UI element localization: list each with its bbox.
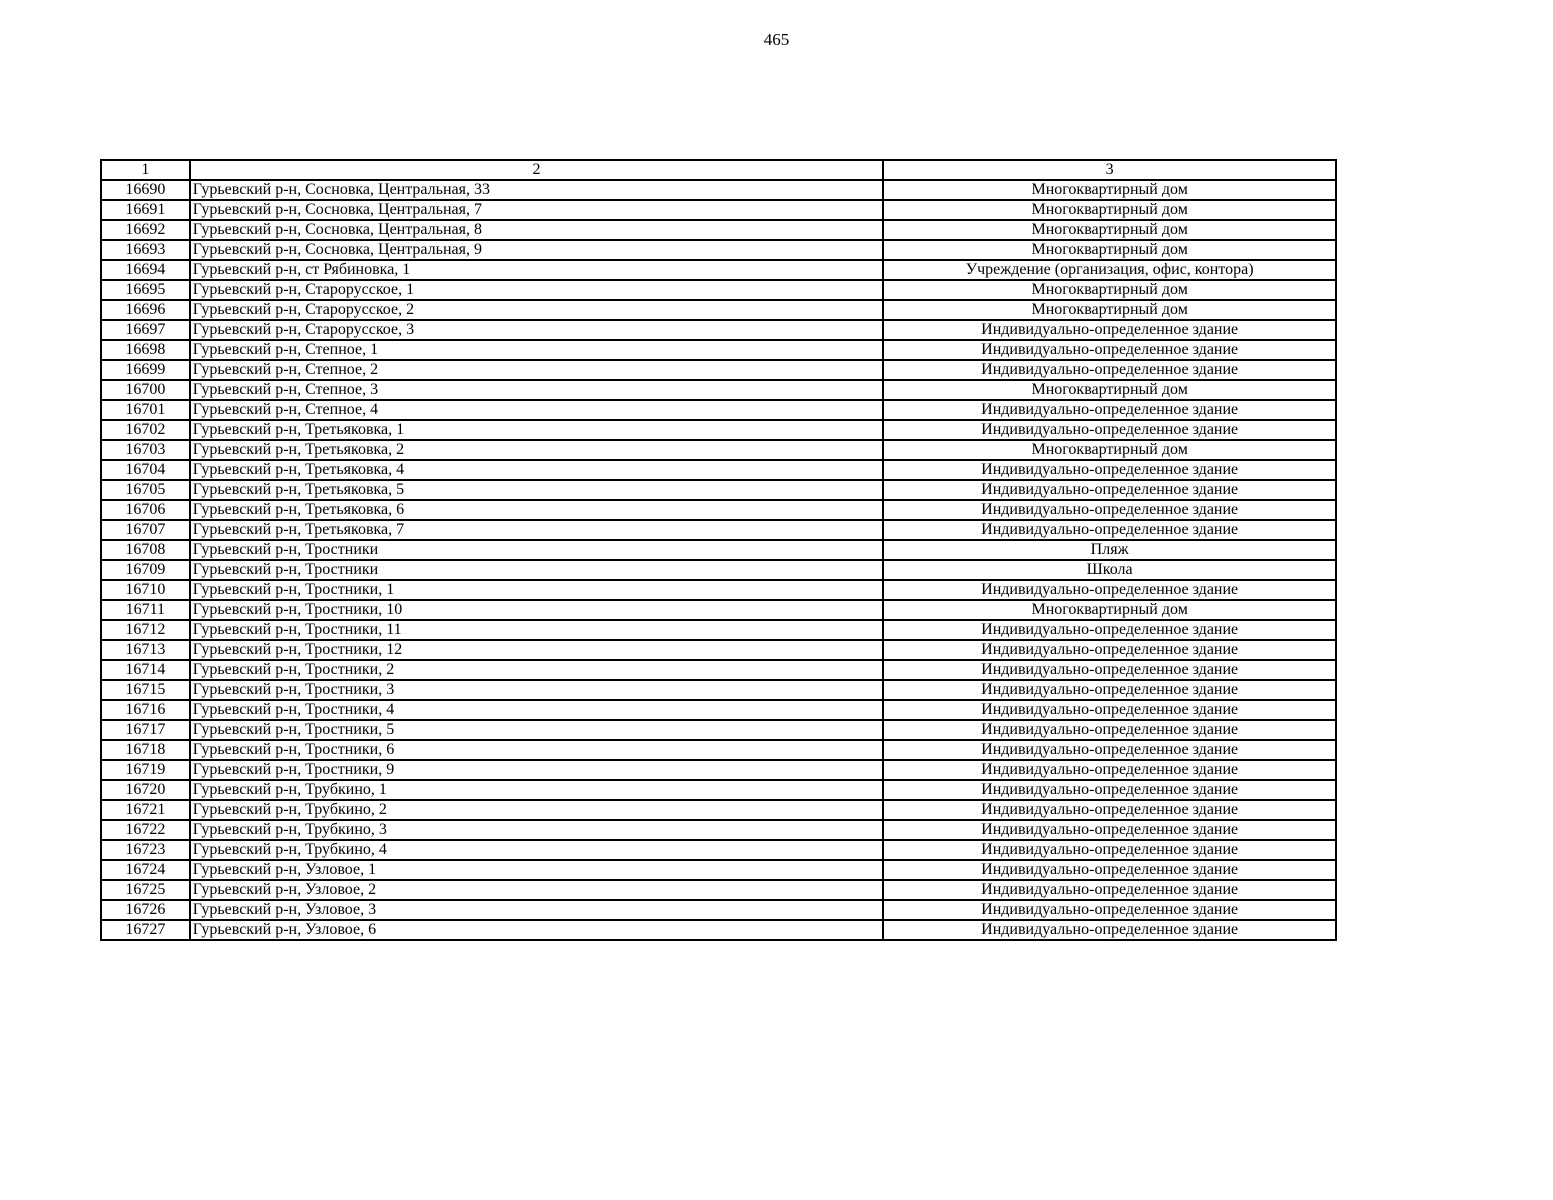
address-cell: Гурьевский р-н, Тростники, 12 (190, 640, 884, 660)
row-number-cell: 16707 (101, 520, 190, 540)
table-row (101, 760, 1336, 780)
row-number-cell: 16695 (101, 280, 190, 300)
table-row (101, 620, 1336, 640)
address-table (100, 159, 1337, 941)
row-number-cell: 16708 (101, 540, 190, 560)
row-number-cell: 16721 (101, 800, 190, 820)
row-number-cell: 16713 (101, 640, 190, 660)
building-type-cell: Индивидуально-определенное здание (883, 320, 1336, 340)
row-number-cell: 16717 (101, 720, 190, 740)
address-cell: Гурьевский р-н, Тростники (190, 540, 884, 560)
table-row (101, 680, 1336, 700)
building-type-cell: Индивидуально-определенное здание (883, 720, 1336, 740)
row-number-cell: 16724 (101, 860, 190, 880)
address-cell: Гурьевский р-н, Третьяковка, 2 (190, 440, 884, 460)
building-type-cell: Индивидуально-определенное здание (883, 620, 1336, 640)
building-type-cell: Индивидуально-определенное здание (883, 820, 1336, 840)
building-type-cell: Индивидуально-определенное здание (883, 480, 1336, 500)
row-number-cell: 16714 (101, 660, 190, 680)
building-type-cell: Многоквартирный дом (883, 240, 1336, 260)
table-row (101, 720, 1336, 740)
building-type-cell: Многоквартирный дом (883, 600, 1336, 620)
building-type-cell: Индивидуально-определенное здание (883, 460, 1336, 480)
address-cell: Гурьевский р-н, Трубкино, 4 (190, 840, 884, 860)
row-number-cell: 16698 (101, 340, 190, 360)
row-number-cell: 16690 (101, 180, 190, 200)
building-type-cell: Индивидуально-определенное здание (883, 520, 1336, 540)
row-number-cell: 16725 (101, 880, 190, 900)
row-number-cell: 16691 (101, 200, 190, 220)
building-type-cell: Индивидуально-определенное здание (883, 840, 1336, 860)
building-type-cell: Индивидуально-определенное здание (883, 900, 1336, 920)
header-cell-1: 1 (101, 160, 190, 180)
row-number-cell: 16711 (101, 600, 190, 620)
row-number-cell: 16710 (101, 580, 190, 600)
building-type-cell: Индивидуально-определенное здание (883, 580, 1336, 600)
building-type-cell: Многоквартирный дом (883, 220, 1336, 240)
address-cell: Гурьевский р-н, Тростники, 4 (190, 700, 884, 720)
row-number-cell: 16716 (101, 700, 190, 720)
address-cell: Гурьевский р-н, Третьяковка, 1 (190, 420, 884, 440)
building-type-cell: Многоквартирный дом (883, 180, 1336, 200)
table-row (101, 740, 1336, 760)
table-row (101, 600, 1336, 620)
table-row (101, 500, 1336, 520)
address-cell: Гурьевский р-н, Тростники, 11 (190, 620, 884, 640)
table-row (101, 480, 1336, 500)
table-row (101, 240, 1336, 260)
address-cell: Гурьевский р-н, Третьяковка, 5 (190, 480, 884, 500)
building-type-cell: Индивидуально-определенное здание (883, 740, 1336, 760)
table-row (101, 440, 1336, 460)
row-number-cell: 16706 (101, 500, 190, 520)
table-row (101, 420, 1336, 440)
address-cell: Гурьевский р-н, Степное, 1 (190, 340, 884, 360)
address-cell: Гурьевский р-н, Трубкино, 2 (190, 800, 884, 820)
row-number-cell: 16702 (101, 420, 190, 440)
row-number-cell: 16692 (101, 220, 190, 240)
address-cell: Гурьевский р-н, Сосновка, Центральная, 9 (190, 240, 884, 260)
address-cell: Гурьевский р-н, Третьяковка, 4 (190, 460, 884, 480)
row-number-cell: 16700 (101, 380, 190, 400)
building-type-cell: Индивидуально-определенное здание (883, 920, 1336, 940)
building-type-cell: Индивидуально-определенное здание (883, 860, 1336, 880)
table-row (101, 580, 1336, 600)
table-row (101, 800, 1336, 820)
table-body (101, 160, 1336, 940)
table-row (101, 300, 1336, 320)
row-number-cell: 16703 (101, 440, 190, 460)
table-row (101, 400, 1336, 420)
table-row (101, 780, 1336, 800)
address-cell: Гурьевский р-н, ст Рябиновка, 1 (190, 260, 884, 280)
row-number-cell: 16719 (101, 760, 190, 780)
table-row (101, 260, 1336, 280)
building-type-cell: Учреждение (организация, офис, контора) (883, 260, 1336, 280)
table-row (101, 880, 1336, 900)
address-cell: Гурьевский р-н, Тростники, 1 (190, 580, 884, 600)
address-cell: Гурьевский р-н, Сосновка, Центральная, 8 (190, 220, 884, 240)
table-row (101, 700, 1336, 720)
address-cell: Гурьевский р-н, Старорусское, 1 (190, 280, 884, 300)
address-cell: Гурьевский р-н, Третьяковка, 6 (190, 500, 884, 520)
row-number-cell: 16722 (101, 820, 190, 840)
table-row (101, 920, 1336, 940)
table-row (101, 840, 1336, 860)
address-cell: Гурьевский р-н, Третьяковка, 7 (190, 520, 884, 540)
row-number-cell: 16712 (101, 620, 190, 640)
row-number-cell: 16723 (101, 840, 190, 860)
table-row (101, 540, 1336, 560)
row-number-cell: 16726 (101, 900, 190, 920)
building-type-cell: Индивидуально-определенное здание (883, 660, 1336, 680)
address-cell: Гурьевский р-н, Степное, 2 (190, 360, 884, 380)
address-cell: Гурьевский р-н, Сосновка, Центральная, 7 (190, 200, 884, 220)
table-row (101, 820, 1336, 840)
building-type-cell: Индивидуально-определенное здание (883, 640, 1336, 660)
row-number-cell: 16709 (101, 560, 190, 580)
building-type-cell: Индивидуально-определенное здание (883, 680, 1336, 700)
building-type-cell: Индивидуально-определенное здание (883, 360, 1336, 380)
building-type-cell: Многоквартирный дом (883, 200, 1336, 220)
address-cell: Гурьевский р-н, Тростники, 2 (190, 660, 884, 680)
address-cell: Гурьевский р-н, Сосновка, Центральная, 33 (190, 180, 884, 200)
address-cell: Гурьевский р-н, Узловое, 3 (190, 900, 884, 920)
table-header-row (101, 160, 1336, 180)
building-type-cell: Индивидуально-определенное здание (883, 700, 1336, 720)
table-row (101, 320, 1336, 340)
address-cell: Гурьевский р-н, Трубкино, 1 (190, 780, 884, 800)
table-row (101, 340, 1336, 360)
table-row (101, 280, 1336, 300)
row-number-cell: 16701 (101, 400, 190, 420)
row-number-cell: 16696 (101, 300, 190, 320)
address-cell: Гурьевский р-н, Тростники, 10 (190, 600, 884, 620)
table-row (101, 200, 1336, 220)
table-row (101, 860, 1336, 880)
row-number-cell: 16694 (101, 260, 190, 280)
address-cell: Гурьевский р-н, Тростники, 9 (190, 760, 884, 780)
table-row (101, 360, 1336, 380)
row-number-cell: 16704 (101, 460, 190, 480)
address-cell: Гурьевский р-н, Старорусское, 3 (190, 320, 884, 340)
address-cell: Гурьевский р-н, Степное, 4 (190, 400, 884, 420)
building-type-cell: Многоквартирный дом (883, 300, 1336, 320)
table-row (101, 660, 1336, 680)
address-cell: Гурьевский р-н, Тростники, 6 (190, 740, 884, 760)
address-cell: Гурьевский р-н, Узловое, 6 (190, 920, 884, 940)
address-cell: Гурьевский р-н, Тростники (190, 560, 884, 580)
building-type-cell: Индивидуально-определенное здание (883, 880, 1336, 900)
table-row (101, 380, 1336, 400)
building-type-cell: Пляж (883, 540, 1336, 560)
building-type-cell: Индивидуально-определенное здание (883, 340, 1336, 360)
building-type-cell: Индивидуально-определенное здание (883, 420, 1336, 440)
building-type-cell: Многоквартирный дом (883, 440, 1336, 460)
row-number-cell: 16697 (101, 320, 190, 340)
table-row (101, 640, 1336, 660)
building-type-cell: Индивидуально-определенное здание (883, 800, 1336, 820)
building-type-cell: Индивидуально-определенное здание (883, 500, 1336, 520)
address-cell: Гурьевский р-н, Тростники, 5 (190, 720, 884, 740)
table-row (101, 220, 1336, 240)
building-type-cell: Школа (883, 560, 1336, 580)
building-type-cell: Многоквартирный дом (883, 380, 1336, 400)
address-cell: Гурьевский р-н, Трубкино, 3 (190, 820, 884, 840)
address-cell: Гурьевский р-н, Тростники, 3 (190, 680, 884, 700)
row-number-cell: 16718 (101, 740, 190, 760)
row-number-cell: 16699 (101, 360, 190, 380)
table-row (101, 460, 1336, 480)
header-cell-3: 3 (883, 160, 1336, 180)
row-number-cell: 16720 (101, 780, 190, 800)
address-cell: Гурьевский р-н, Узловое, 2 (190, 880, 884, 900)
row-number-cell: 16705 (101, 480, 190, 500)
table-row (101, 520, 1336, 540)
address-cell: Гурьевский р-н, Узловое, 1 (190, 860, 884, 880)
table-row (101, 180, 1336, 200)
building-type-cell: Индивидуально-определенное здание (883, 400, 1336, 420)
page-number: 465 (763, 30, 790, 49)
building-type-cell: Индивидуально-определенное здание (883, 780, 1336, 800)
address-cell: Гурьевский р-н, Степное, 3 (190, 380, 884, 400)
row-number-cell: 16693 (101, 240, 190, 260)
building-type-cell: Индивидуально-определенное здание (883, 760, 1336, 780)
building-type-cell: Многоквартирный дом (883, 280, 1336, 300)
table-row (101, 560, 1336, 580)
table-row (101, 900, 1336, 920)
address-cell: Гурьевский р-н, Старорусское, 2 (190, 300, 884, 320)
header-cell-2: 2 (190, 160, 884, 180)
row-number-cell: 16715 (101, 680, 190, 700)
row-number-cell: 16727 (101, 920, 190, 940)
